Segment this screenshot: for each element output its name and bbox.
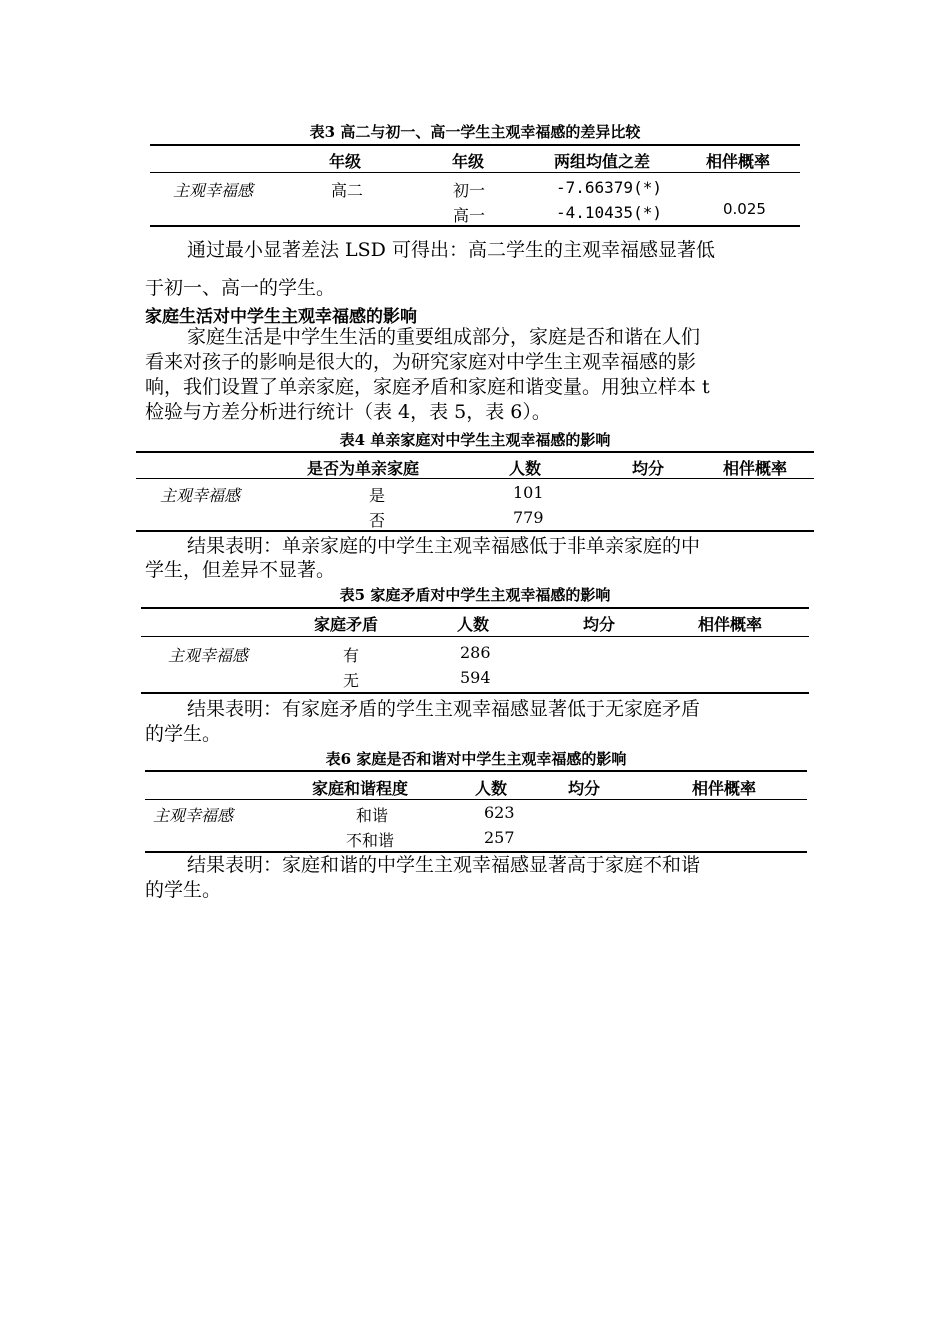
- result6-line2: 的学生。: [145, 879, 222, 901]
- table6-row-label: 主观幸福感: [153, 806, 234, 825]
- table4-row2-cat: 否: [369, 511, 386, 530]
- table5-row1-n: 286: [460, 643, 491, 662]
- table5-row2-n: 594: [460, 668, 491, 687]
- table5-header-cat: 家庭矛盾: [314, 615, 379, 634]
- lsd-para-line2: 于初一、高一的学生。: [145, 277, 336, 299]
- table6-top-rule: [145, 770, 807, 772]
- table5-header-prob: 相伴概率: [698, 615, 763, 634]
- table6-row1-n: 623: [484, 803, 515, 822]
- table5-header-n: 人数: [457, 615, 490, 634]
- table4-header-prob: 相伴概率: [723, 459, 788, 478]
- table4-bottom-rule: [136, 530, 814, 532]
- table5-bottom-rule: [141, 692, 809, 694]
- result5-line2: 的学生。: [145, 723, 222, 745]
- table4-row-label: 主观幸福感: [160, 486, 241, 505]
- table4-top-rule: [136, 451, 814, 453]
- table6-header-cat: 家庭和谐程度: [312, 779, 409, 798]
- table6-header-n: 人数: [475, 779, 508, 798]
- table5-row2-cat: 无: [343, 671, 360, 690]
- table5-row-label: 主观幸福感: [168, 646, 249, 665]
- table4-caption: 表4 单亲家庭对中学生主观幸福感的影响: [339, 431, 611, 449]
- result5-line1: 结果表明：有家庭矛盾的学生主观幸福感显著低于无家庭矛盾: [187, 698, 701, 720]
- table3-header-diff: 两组均值之差: [554, 152, 651, 171]
- lsd-para-line1: 通过最小显著差法 LSD 可得出：高二学生的主观幸福感显著低: [187, 239, 715, 261]
- table3-header-grade1: 年级: [329, 152, 362, 171]
- table3-row-label: 主观幸福感: [173, 181, 254, 200]
- table3-row2-grade: 高一: [453, 206, 486, 225]
- table3-header-prob: 相伴概率: [706, 152, 771, 171]
- table4-header-n: 人数: [509, 459, 542, 478]
- table6-row2-n: 257: [484, 828, 515, 847]
- family-para-line3: 响，我们设置了单亲家庭，家庭矛盾和家庭和谐变量。用独立样本 t: [145, 376, 710, 398]
- result4-line2: 学生，但差异不显著。: [145, 559, 336, 581]
- result6-line1: 结果表明：家庭和谐的中学生主观幸福感显著高于家庭不和谐: [187, 854, 701, 876]
- table3-bottom-rule: [150, 225, 800, 227]
- table3-caption: 表3 高二与初一、高一学生主观幸福感的差异比较: [309, 123, 641, 141]
- result4-line1: 结果表明：单亲家庭的中学生主观幸福感低于非单亲家庭的中: [187, 535, 701, 557]
- table5-row1-cat: 有: [343, 646, 360, 665]
- table6-header-mean: 均分: [568, 779, 601, 798]
- table5-header-mean: 均分: [583, 615, 616, 634]
- family-para-line4: 检验与方差分析进行统计（表 4，表 5，表 6）。: [145, 401, 551, 423]
- table4-row1-n: 101: [513, 483, 544, 502]
- table3-row1-diff: -7.66379(*): [556, 178, 662, 197]
- table3-row2-diff: -4.10435(*): [556, 203, 662, 222]
- family-para-line2: 看来对孩子的影响是很大的，为研究家庭对中学生主观幸福感的影: [145, 351, 697, 373]
- table5-mid-rule: [141, 636, 809, 637]
- section-title: 家庭生活对中学生主观幸福感的影响: [145, 307, 417, 327]
- family-para-line1: 家庭生活是中学生生活的重要组成部分，家庭是否和谐在人们: [187, 326, 701, 348]
- table6-caption: 表6 家庭是否和谐对中学生主观幸福感的影响: [325, 750, 627, 768]
- table6-row2-cat: 不和谐: [346, 831, 395, 850]
- table4-header-mean: 均分: [632, 459, 665, 478]
- table6-header-prob: 相伴概率: [692, 779, 757, 798]
- table4-row2-n: 779: [513, 508, 544, 527]
- table6-mid-rule: [145, 799, 807, 800]
- table3-row1-grade: 初一: [453, 181, 486, 200]
- table6-row1-cat: 和谐: [356, 806, 389, 825]
- table3-header-grade2: 年级: [452, 152, 485, 171]
- table5-top-rule: [141, 607, 809, 609]
- table4-row1-cat: 是: [369, 486, 386, 505]
- table3-top-rule: [150, 144, 800, 146]
- table4-mid-rule: [136, 478, 814, 479]
- table4-header-cat: 是否为单亲家庭: [307, 459, 420, 478]
- table5-caption: 表5 家庭矛盾对中学生主观幸福感的影响: [339, 586, 611, 604]
- table3-group: 高二: [331, 181, 364, 200]
- table3-prob: 0.025: [723, 200, 766, 218]
- table3-mid-rule: [150, 172, 800, 173]
